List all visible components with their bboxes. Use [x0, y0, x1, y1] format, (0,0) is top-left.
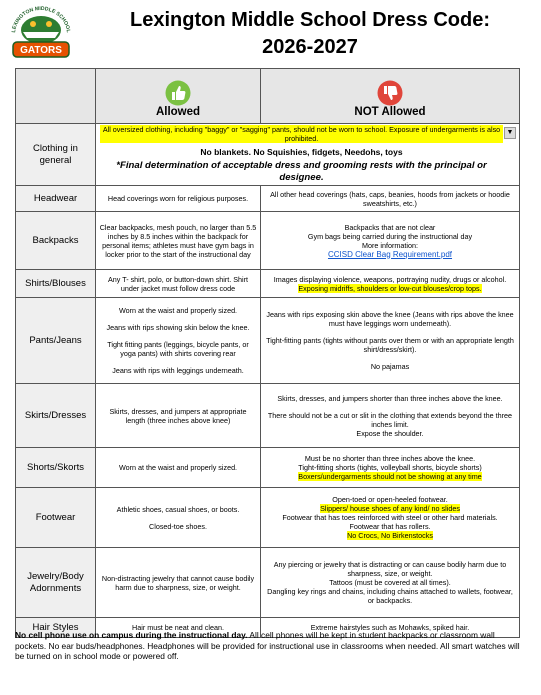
thumbs-up-icon — [165, 80, 191, 106]
headwear-not-allowed: All other head coverings (hats, caps, beanies, hoods from jackets or hoodie sweatshirts, etc.) — [261, 186, 520, 212]
table-row-general — [16, 124, 520, 186]
shirts-allowed: Any T- shirt, polo, or button-down shirt. Shirt under jacket must follow dress code — [96, 270, 261, 298]
clear-bag-link[interactable]: CCISD Clear Bag Requirement.pdf — [327, 249, 453, 259]
skirts-not-2: There should not be a cut or slit in the clothing that extends beyond the three inches limit. — [267, 410, 513, 429]
table-row-backpacks — [16, 212, 520, 270]
jewelry-not-1: Any piercing or jewelry that is distracting or can cause bodily harm due to sharpness, size, or weight. — [273, 560, 507, 578]
pants-allowed-3: Tight fitting pants (leggings, bicycle pants, or yoga pants) with shirts covering rear — [107, 340, 249, 358]
backpacks-not-allowed — [261, 212, 520, 270]
hair-allowed: Hair must be neat and clean. — [96, 618, 261, 638]
table-row-jewelry — [16, 548, 520, 618]
skirts-allowed: Skirts, dresses, and jumpers at appropriate length (three inches above knee) — [96, 384, 261, 448]
footwear-not-5: No Crocs, No Birkenstocks — [347, 531, 433, 540]
category-skirts: Skirts/Dresses — [16, 384, 96, 448]
dropdown-icon[interactable]: ▼ — [504, 127, 516, 139]
page-title — [90, 7, 530, 61]
shorts-not-2: Tight-fitting shorts (tights, volleyball shorts, bicycle shorts) — [298, 463, 482, 472]
footwear-allowed-1: Athletic shoes, casual shoes, or boots. — [116, 504, 240, 514]
thumbs-down-icon — [377, 80, 403, 106]
footwear-not-3: Footwear that has toes reinforced with steel or other hard materials. — [282, 513, 498, 522]
category-jewelry: Jewelry/Body Adornments — [16, 548, 96, 618]
header-empty-cell — [16, 69, 96, 124]
category-headwear: Headwear — [16, 186, 96, 212]
school-logo — [7, 4, 75, 62]
logo-banner-text: GATORS — [20, 45, 62, 56]
allowed-header — [96, 69, 261, 124]
footwear-allowed-2: Closed-toe shoes. — [149, 521, 207, 531]
cell-phone-policy-rest: All cell phones will be kept in student backpacks or classroom wall pockets. No ear buds/headphones. Headphones will be provided for instructional use in classrooms when needed. All smart watches will be turned on in school mode or powered off. — [15, 630, 520, 662]
pants-allowed-4: Jeans with rips with leggings underneath. — [112, 366, 244, 375]
pants-not-allowed — [261, 298, 520, 384]
general-final-determination-text: *Final determination of acceptable dress and grooming rests with the principal or designee. — [116, 160, 487, 183]
category-hair: Hair Styles — [16, 618, 96, 638]
skirts-not-3: Expose the shoulder. — [356, 428, 424, 438]
footwear-not-allowed — [261, 488, 520, 548]
table-row-headwear — [16, 186, 520, 212]
table-row-footwear — [16, 488, 520, 548]
pants-allowed — [96, 298, 261, 384]
pants-allowed-1: Worn at the waist and properly sized. — [118, 306, 238, 315]
table-row-skirts — [16, 384, 520, 448]
footwear-allowed — [96, 488, 261, 548]
table-row-shorts — [16, 448, 520, 488]
footwear-not-1: Open-toed or open-heeled footwear. — [332, 495, 448, 504]
shirts-not-2: Exposing midriffs, shoulders or low-cut blouses/crop tops. — [298, 283, 482, 293]
pants-not-1: Jeans with rips exposing skin above the knee (Jeans with rips above the knee must have leggings worn underneath). — [266, 310, 514, 328]
backpacks-not-3: More information: — [362, 240, 418, 250]
general-cell — [96, 124, 520, 186]
logo-ring-text: LEXINGTON MIDDLE SCHOOL — [11, 5, 71, 33]
header — [0, 0, 541, 66]
jewelry-not-2: Tattoos (must be covered at all times). — [329, 578, 451, 587]
category-shirts: Shirts/Blouses — [16, 270, 96, 298]
shorts-not-allowed — [261, 448, 520, 488]
jewelry-not-3: Dangling key rings and chains, including chains attached to wallets, footwear, or backpacks. — [267, 587, 513, 605]
table-row-shirts — [16, 270, 520, 298]
backpacks-allowed: Clear backpacks, mesh pouch, no larger than 5.5 inches by 8.5 inches within the backpack for personal items; athletes must have gym bags in locker prior to the start of the instructional day — [96, 212, 261, 270]
cell-phone-policy — [15, 630, 527, 662]
shirts-not-allowed — [261, 270, 520, 298]
allowed-header-label: Allowed — [155, 105, 201, 118]
shorts-not-3: Boxers/undergarments should not be showing at any time — [298, 472, 482, 481]
title-line-2: 2026-2027 — [262, 36, 358, 58]
jewelry-not-allowed — [261, 548, 520, 618]
title-line-1: Lexington Middle School Dress Code: — [129, 9, 491, 31]
general-oversized-text: All oversized clothing, including "baggy" or "sagging" pants, should not be worn to school. Exposure of undergarments is also prohibited. — [100, 125, 503, 143]
not-allowed-header-label: NOT Allowed — [354, 105, 426, 118]
category-footwear: Footwear — [16, 488, 96, 548]
category-backpacks: Backpacks — [16, 212, 96, 270]
category-shorts: Shorts/Skorts — [16, 448, 96, 488]
skirts-not-allowed — [261, 384, 520, 448]
shorts-allowed: Worn at the waist and properly sized. — [96, 448, 261, 488]
dress-code-table — [15, 68, 520, 638]
category-general: Clothing in general — [16, 124, 96, 186]
hair-not-allowed: Extreme hairstyles such as Mohawks, spiked hair. — [261, 618, 520, 638]
category-pants: Pants/Jeans — [16, 298, 96, 384]
table-row-pants — [16, 298, 520, 384]
headwear-allowed: Head coverings worn for religious purposes. — [96, 186, 261, 212]
backpacks-not-1: Backpacks that are not clear — [344, 222, 436, 232]
backpacks-not-2: Gym bags being carried during the instructional day — [307, 231, 473, 241]
table-header-row — [16, 69, 520, 124]
footwear-not-4: Footwear that has rollers. — [349, 522, 431, 531]
shorts-not-1: Must be no shorter than three inches above the knee. — [304, 454, 476, 463]
not-allowed-header — [261, 69, 520, 124]
pants-not-3: No pajamas — [370, 362, 410, 371]
pants-not-2: Tight-fitting pants (tights without pants over them or with an appropriate length shirt/dress/skirt). — [266, 336, 514, 354]
cell-phone-policy-bold: No cell phone use on campus during the instructional day. — [15, 630, 248, 640]
jewelry-allowed: Non-distracting jewelry that cannot cause bodily harm due to sharpness, size, or weight. — [96, 548, 261, 618]
shirts-not-1: Images displaying violence, weapons, portraying nudity, drugs or alcohol. — [273, 274, 507, 284]
pants-allowed-2: Jeans with rips showing skin below the knee. — [106, 323, 250, 332]
general-no-toys-text: No blankets. No Squishies, fidgets, Needohs, toys — [200, 147, 403, 157]
footwear-not-2: Slippers/ house shoes of any kind/ no slides — [320, 504, 460, 513]
skirts-not-1: Skirts, dresses, and jumpers shorter than three inches above the knee. — [277, 393, 503, 403]
